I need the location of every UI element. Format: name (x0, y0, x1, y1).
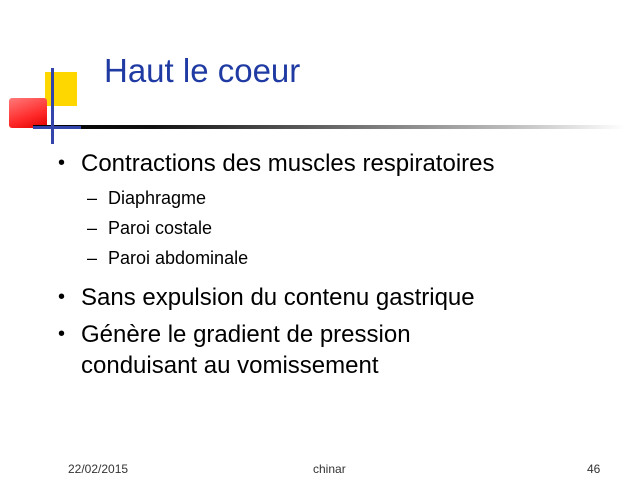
logo-yellow-square (45, 72, 77, 106)
logo-red-square (9, 98, 47, 128)
bullet-text-line-1: Génère le gradient de pression (81, 321, 411, 348)
bullet-dot-icon: • (58, 152, 66, 174)
bullet-dot-icon: • (58, 323, 66, 345)
bullet-dot-icon: • (58, 286, 66, 308)
bullet-item (58, 319, 618, 381)
logo-blue-horizontal-line (33, 126, 81, 129)
sub-bullet-text: Paroi abdominale (108, 248, 249, 268)
bullet-text: Sans expulsion du contenu gastrique (81, 284, 475, 311)
bullet-text-line-2: conduisant au vomissement (81, 352, 379, 379)
footer-page-number: 46 (587, 462, 601, 476)
dash-icon: – (87, 218, 98, 238)
bullet-item (58, 282, 618, 313)
footer-author: chinar (313, 462, 346, 476)
sub-bullet-item (58, 187, 618, 209)
sub-bullet-text: Paroi costale (108, 218, 213, 238)
bullet-item (58, 148, 618, 179)
dash-icon: – (87, 248, 98, 268)
sub-bullet-text: Diaphragme (108, 188, 207, 208)
bullet-text: Contractions des muscles respiratoires (81, 150, 495, 177)
bullet-list (58, 148, 618, 381)
logo-blue-vertical-line (51, 68, 54, 144)
slide-title: Haut le coeur (104, 52, 301, 89)
dash-icon: – (87, 188, 98, 208)
title-underline-rule (33, 125, 625, 129)
footer-date: 22/02/2015 (68, 462, 129, 476)
sub-bullet-item (58, 217, 618, 239)
sub-bullet-item (58, 247, 618, 269)
